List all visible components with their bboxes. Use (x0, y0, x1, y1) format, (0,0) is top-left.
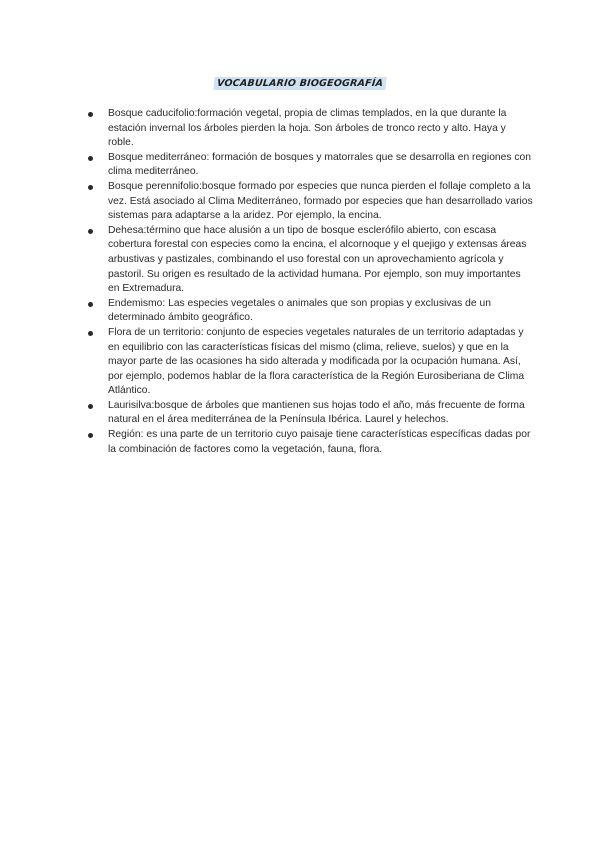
bullet-icon (88, 185, 93, 190)
bullet-icon (88, 433, 93, 438)
list-item-dehesa (88, 224, 533, 297)
bullet-icon (88, 156, 93, 161)
bullet-icon (88, 229, 93, 234)
title-container (0, 73, 600, 91)
list-item-bosque-caducifolio (88, 107, 533, 151)
list-item-region (88, 428, 533, 457)
list-item-text: Región: es una parte de un territorio cuyo paisaje tiene características específicas dadas por la combinación de factores como la vegetación, fauna, flora. (108, 429, 531, 455)
list-item-text: Bosque mediterráneo: formación de bosques y matorrales que se desarrolla en regiones con clima mediterráneo. (108, 151, 531, 178)
list-item-bosque-mediterraneo (88, 151, 533, 180)
document-title: VOCABULARIO BIOGEOGRAFÍA (213, 77, 386, 90)
list-item-endemismo (88, 297, 533, 326)
list-item-text: Endemismo: Las especies vegetales o animales que son propias y exclusivas de un determinado ámbito geográfico. (108, 297, 491, 324)
bullet-icon (88, 331, 93, 336)
list-item-text: Bosque caducifolio:formación vegetal, propia de climas templados, en la que durante la estación invernal los árboles pierden la hoja. Son árboles de tronco recto y alto. Haya y roble. (108, 108, 507, 149)
bullet-icon (88, 302, 93, 307)
bullet-icon (88, 112, 93, 117)
list-item-text: Bosque perennifolio:bosque formado por especies que nunca pierden el follaje completo a la vez. Está asociado al Clima Mediterráneo, formado por especies que han desarrollado varios sistemas para adaptarse a la aridez. Por ejemplo, la encina. (108, 180, 533, 222)
list-item-laurisilva (88, 399, 533, 428)
list-item-bosque-perennifolio (88, 180, 533, 224)
list-item-text: Flora de un territorio: conjunto de especies vegetales naturales de un territorio adaptadas y en equilibrio con las características físicas del mismo (clima, relieve, suelos) y que en la mayor parte de las ocasiones ha sido alterada y modificada por la ocupación humana. Así, por ejemplo, podemos hablar de la flora característica de la Región Eurosiberiana de Clima Atlántico. (108, 326, 525, 397)
list-item-text: Laurisilva:bosque de árboles que mantienen sus hojas todo el año, más frecuente de forma natural en el área mediterránea de la Península Ibérica. Laurel y helechos. (108, 399, 525, 426)
vocabulary-list (88, 107, 533, 457)
list-item-flora-de-un-territorio (88, 326, 533, 399)
bullet-icon (88, 404, 93, 409)
list-item-text: Dehesa:término que hace alusión a un tipo de bosque esclerófilo abierto, con escasa cobertura forestal con especies como la encina, el alcornoque y el quejigo y extensas áreas arbustivas y pastizales, combinando el uso forestal con un aprovechamiento agrícola y pastoril. Su origen es resultado de la actividad humana. Por ejemplo, son muy importantes en Extremadura. (108, 224, 527, 295)
